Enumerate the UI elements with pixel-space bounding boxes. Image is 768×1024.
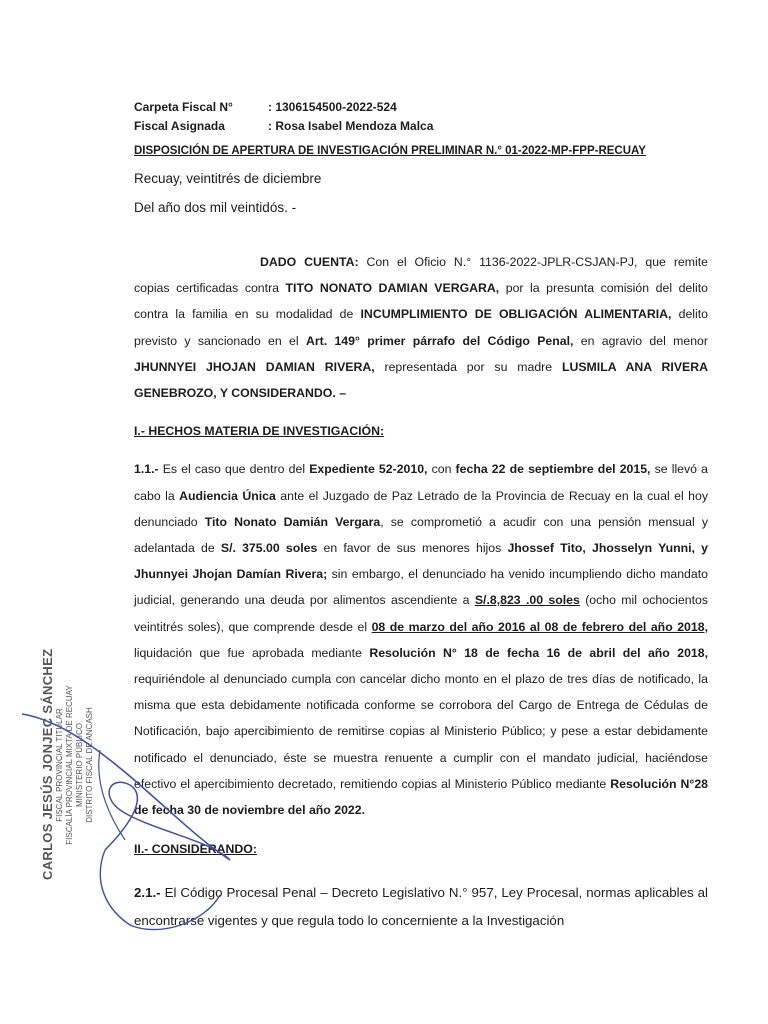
intro-text: Con el Oficio N.° 1136-2022-JPLR-CSJAN-PJ, que remite copias certificadas contra [134, 255, 708, 296]
fiscal-asignada-label: Fiscal Asignada [134, 119, 225, 133]
intro-crime: INCUMPLIMIENTO DE OBLIGACIÓN ALIMENTARIA, [360, 307, 672, 322]
paragraph-text: requiriéndole al denunciado cumpla con cancelar dicho monto en el plazo de tres días de notificado, la misma que esta debidamente notificada conforme se corrobora del Cargo de Entrega de Cédulas de Notificación, bajo apercibimiento de remitirse copias al Ministerio Público; y pese a estar debidamente notificado el denunciado, éste se muestra renuente a cumplir con el mandato judicial, haciéndose efectivo el apercibimiento decretado, remitiendo copias al Ministerio Público mediante [134, 671, 708, 791]
intro-paragraph [134, 249, 708, 406]
paragraph-text: El Código Procesal Penal – Decreto Legislativo N.° 957, Ley Procesal, normas aplicables al encontrarse vigentes y que regula todo lo concerniente a la Investigación [134, 885, 708, 929]
pension-amount: S/. 375.00 soles [220, 540, 318, 555]
document-title: DISPOSICIÓN DE APERTURA DE INVESTIGACIÓN PRELIMINAR N.° 01-2022-MP-FPP-RECUAY [134, 145, 646, 157]
case-file: Expediente 52-2010, [309, 462, 428, 477]
carpeta-fiscal-value: : 1306154500-2022-524 [268, 100, 397, 114]
stamp-office: FISCALÍA PROVINCIAL MIXTA DE RECUAY [65, 685, 74, 845]
paragraph-number: 1.1.- [134, 462, 159, 477]
stamp-ministry: MINISTERIO PÚBLICO [75, 723, 84, 808]
section-2-title: II.- CONSIDERANDO: [134, 842, 257, 856]
carpeta-fiscal-label: Carpeta Fiscal N° [134, 100, 233, 114]
paragraph-text: se llevó a cabo la [134, 462, 708, 503]
paragraph-text: sin embargo, el denunciado ha venido incumpliendo dicho mandato judicial, generando una deuda por alimentos ascendiente a [134, 567, 708, 608]
intro-text: representada por su madre [374, 359, 562, 374]
accused-name: Tito Nonato Damián Vergara [204, 514, 381, 529]
intro-text: delito previsto y sancionado en el [134, 307, 708, 348]
paragraph-text: , se comprometió a acudir con una pensión mensual y adelantada de [134, 514, 708, 555]
intro-victim: JHUNNYEI JHOJAN DAMIAN RIVERA, [134, 359, 375, 374]
resolution-28: Resolución N°28 de fecha 30 de noviembre del año 2022. [134, 776, 708, 817]
intro-article: Art. 149° primer párrafo del Código Penal, [305, 333, 574, 348]
resolution-18: Resolución N° 18 de fecha 16 de abril del año 2018, [369, 645, 708, 660]
paragraph-text: en favor de sus menores hijos [317, 540, 508, 555]
intro-text: por la presunta comisión del delito contra la familia en su modalidad de [134, 281, 708, 322]
handwritten-signature [0, 690, 260, 940]
stamp-name: CARLOS JESÚS JONJEC SÁNCHEZ [40, 648, 55, 880]
intro-mother: LUSMILA ANA RIVERA GENEBROZO, Y CONSIDERANDO. – [134, 359, 709, 401]
carpeta-fiscal-line [134, 100, 397, 114]
fiscal-asignada-line [134, 119, 433, 133]
paragraph-number: 2.1.- [134, 885, 161, 901]
hearing-date: fecha 22 de septiembre del 2015, [455, 462, 651, 477]
debt-amount: S/.8,823 .00 soles [474, 593, 580, 608]
hearing-name: Audiencia Única [179, 488, 276, 503]
stamp-title: FISCAL PROVINCIAL TITULAR [55, 708, 64, 822]
debt-period: 08 de marzo del año 2016 al 08 de febrero del año 2018, [371, 619, 708, 634]
paragraph-text: (ocho mil ochocientos veintitrés soles), que comprende desde el [134, 593, 708, 634]
stamp-district: DISTRITO FISCAL DE ANCASH [85, 707, 94, 823]
children-names: Jhossef Tito, Jhosselyn Yunni, y Jhunnyei Jhojan Damían Rivera; [134, 540, 708, 582]
place-date-line-1: Recuay, veintitrés de diciembre [134, 171, 322, 186]
place-date-line-2: Del año dos mil veintidós. - [134, 200, 297, 215]
paragraph-text: liquidación que fue aprobada mediante [134, 645, 370, 660]
paragraph-text: ante el Juzgado de Paz Letrado de la Provincia de Recuay en la cual el hoy denunciado [134, 488, 708, 529]
paragraph-text: con [427, 462, 456, 477]
intro-text: en agravio del menor [573, 333, 708, 348]
fiscal-asignada-value: : Rosa Isabel Mendoza Malca [268, 119, 434, 133]
intro-lead: DADO CUENTA: [260, 255, 359, 269]
paragraph-text: Es el caso que dentro del [158, 462, 310, 477]
intro-accused: TITO NONATO DAMIAN VERGARA, [285, 281, 500, 296]
section-1-title: I.- HECHOS MATERIA DE INVESTIGACIÓN: [134, 424, 385, 438]
